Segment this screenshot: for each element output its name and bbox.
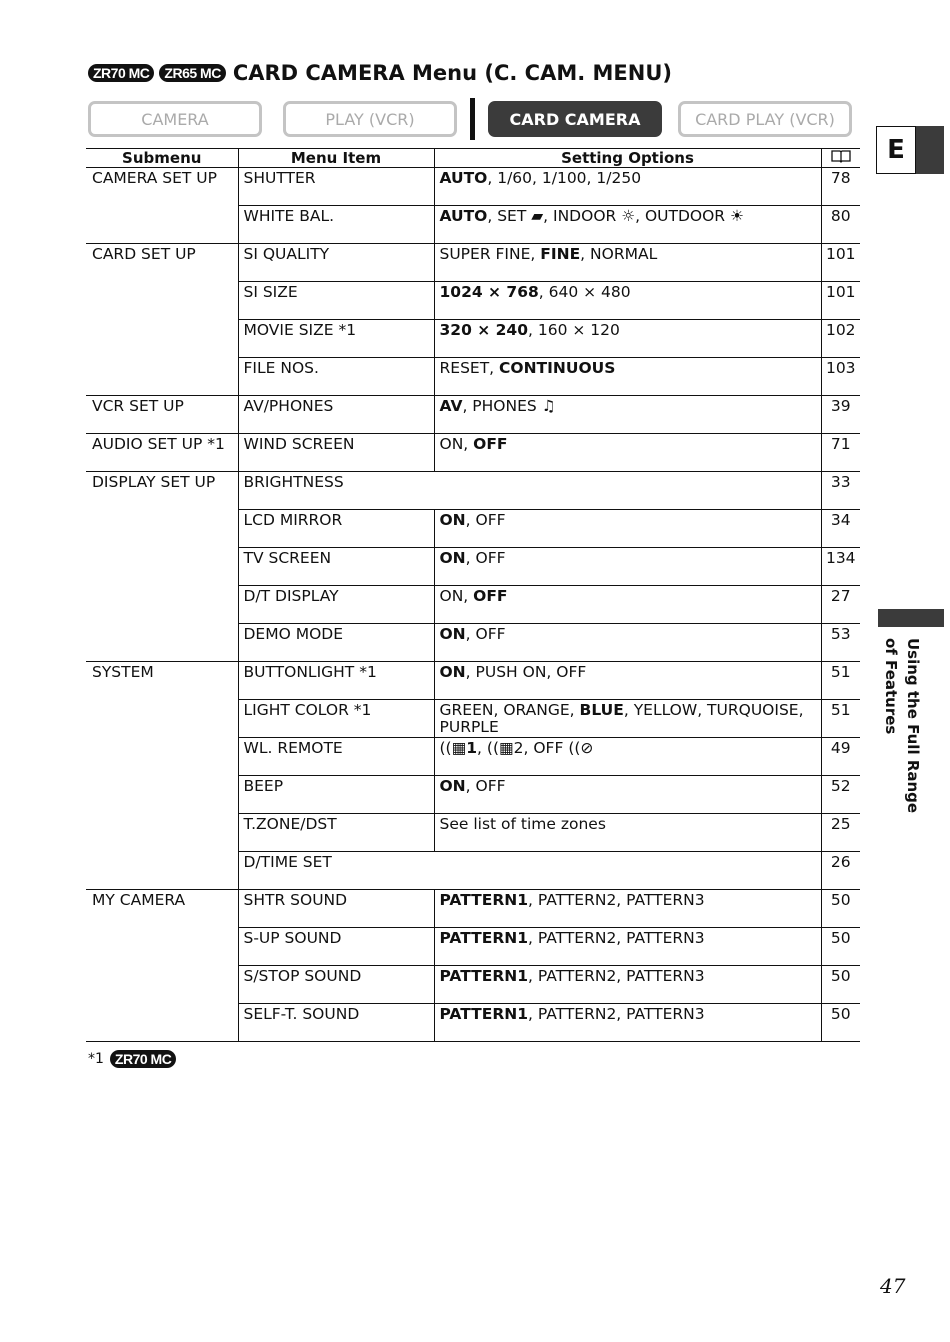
cell-submenu: DISPLAY SET UP [92,473,216,491]
cell-page-ref: 51 [821,700,860,738]
option-default: AV [439,397,463,415]
cell-menu-item: SI QUALITY [238,244,434,282]
cell-menu-item: D/TIME SET [238,852,434,890]
mode-tab-camera: CAMERA [88,101,262,137]
cell-menu-item: SHTR SOUND [238,890,434,928]
option-text: ((▦ [439,739,467,757]
option-text: , PATTERN2, PATTERN3 [528,891,705,909]
option-text: , 160 × 120 [528,321,620,339]
table-row [86,890,860,928]
col-header-menu-item: Menu Item [238,149,434,168]
cell-page-ref: 34 [821,510,860,548]
option-text: , YELLOW, TURQUOISE, PURPLE [439,701,804,736]
table-row [86,472,860,510]
cell-setting-options [434,358,821,396]
cell-submenu: CAMERA SET UP [92,169,217,187]
cell-setting-options [434,548,821,586]
col-header-submenu: Submenu [86,149,238,168]
cell-page-ref: 80 [821,206,860,244]
cell-setting-options [434,890,821,928]
option-text: , SET ▰, INDOOR ☼, OUTDOOR ☀ [487,207,744,225]
cell-page-ref: 103 [821,358,860,396]
cell-submenu [86,814,238,852]
cell-setting-options [434,928,821,966]
cell-submenu [86,586,238,624]
option-default: 1 [466,739,478,757]
option-text: SUPER FINE, [439,245,541,263]
option-default: PATTERN1 [439,891,529,909]
option-text: , OFF [465,549,506,567]
option-text: , PATTERN2, PATTERN3 [528,967,705,985]
cell-menu-item: BUTTONLIGHT *1 [238,662,434,700]
page-header [88,58,672,88]
cell-page-ref: 39 [821,396,860,434]
option-text: , PUSH ON, OFF [465,663,587,681]
cell-submenu [86,320,238,358]
cell-submenu [86,624,238,662]
option-default: ON [439,511,466,529]
table-row [86,586,860,624]
cell-submenu: CARD SET UP [92,245,196,263]
section-tab-band [878,609,944,627]
footnote [88,1050,181,1068]
page-number: 47 [880,1274,906,1298]
cell-menu-item: BEEP [238,776,434,814]
table-row [86,168,860,206]
book-icon [830,149,852,163]
option-text: , 1/60, 1/100, 1/250 [487,169,642,187]
cell-setting-options [434,738,821,776]
table-row [86,510,860,548]
cell-page-ref: 101 [821,244,860,282]
cell-menu-item: S/STOP SOUND [238,966,434,1004]
cell-setting-options [434,624,821,662]
cell-page-ref: 50 [821,966,860,1004]
section-tab-label [880,638,924,818]
option-default: AUTO [439,207,488,225]
cell-submenu [86,1004,238,1042]
cell-page-ref: 71 [821,434,860,472]
cell-menu-item: LCD MIRROR [238,510,434,548]
cell-page-ref: 33 [821,472,860,510]
cell-page-ref: 51 [821,662,860,700]
cell-submenu: MY CAMERA [92,891,186,909]
cell-setting-options [434,434,821,472]
cell-setting-options [434,510,821,548]
table-row [86,1004,860,1042]
cell-setting-options [434,168,821,206]
cell-setting-options [434,662,821,700]
cell-menu-item: WIND SCREEN [238,434,434,472]
cell-menu-item: T.ZONE/DST [238,814,434,852]
cell-page-ref: 101 [821,282,860,320]
cell-page-ref: 52 [821,776,860,814]
cell-submenu: SYSTEM [92,663,154,681]
cell-setting-options [434,396,821,434]
cell-page-ref: 25 [821,814,860,852]
cell-setting-options [434,586,821,624]
mode-tab-card-play-vcr: CARD PLAY (VCR) [678,101,852,137]
cell-setting-options [434,966,821,1004]
cell-menu-item: SI SIZE [238,282,434,320]
cell-page-ref: 26 [821,852,860,890]
cell-setting-options [434,472,821,510]
option-text: , NORMAL [580,245,658,263]
option-default: ON [439,663,466,681]
cell-menu-item: BRIGHTNESS [238,472,434,510]
option-default: OFF [473,587,508,605]
option-text: RESET, [439,359,500,377]
cell-submenu [86,510,238,548]
page-title: CARD CAMERA Menu (C. CAM. MENU) [232,61,672,85]
table-row [86,282,860,320]
table-row [86,852,860,890]
option-text: ON, [439,587,474,605]
cell-page-ref: 27 [821,586,860,624]
option-text: , OFF [465,511,506,529]
option-text: , OFF [465,625,506,643]
mode-tab-card-camera: CARD CAMERA [488,101,662,137]
cell-page-ref: 50 [821,890,860,928]
table-row [86,814,860,852]
option-default: PATTERN1 [439,1005,529,1023]
option-text: See list of time zones [439,815,606,833]
cell-submenu [86,776,238,814]
option-text: , ((▦2, OFF ((⊘ [477,739,594,757]
cell-submenu [86,206,238,244]
option-default: AUTO [439,169,488,187]
cell-page-ref: 49 [821,738,860,776]
cell-submenu [86,700,238,738]
cell-submenu: AUDIO SET UP *1 [86,434,238,472]
option-default: CONTINUOUS [499,359,616,377]
cell-submenu [86,966,238,1004]
cell-page-ref: 50 [821,928,860,966]
cell-menu-item: SELF-T. SOUND [238,1004,434,1042]
option-text: , PATTERN2, PATTERN3 [528,929,705,947]
table-row [86,206,860,244]
cell-setting-options [434,206,821,244]
cell-setting-options [434,852,821,890]
mode-tab-play-vcr: PLAY (VCR) [283,101,457,137]
footnote-mark: *1 [88,1051,104,1067]
option-text: , 640 × 480 [538,283,631,301]
cell-setting-options [434,814,821,852]
option-default: 320 × 240 [439,321,528,339]
cell-menu-item: AV/PHONES [238,396,434,434]
option-text: , OFF [465,777,506,795]
menu-table [86,148,860,1042]
cell-menu-item: LIGHT COLOR *1 [238,700,434,738]
option-default: ON [439,625,466,643]
cell-submenu [86,358,238,396]
option-default: ON [439,549,466,567]
table-row [86,358,860,396]
cell-menu-item: TV SCREEN [238,548,434,586]
table-row [86,700,860,738]
cell-menu-item: WL. REMOTE [238,738,434,776]
cell-setting-options [434,244,821,282]
language-letter: E [876,126,916,174]
cell-setting-options [434,1004,821,1042]
table-row [86,396,860,434]
option-default: ON [439,777,466,795]
cell-menu-item: WHITE BAL. [238,206,434,244]
footnote-badge: ZR70 MC [110,1050,176,1068]
option-default: PATTERN1 [439,967,529,985]
cell-page-ref: 102 [821,320,860,358]
cell-menu-item: FILE NOS. [238,358,434,396]
cell-menu-item: MOVIE SIZE *1 [238,320,434,358]
option-text: ON, [439,435,474,453]
table-row [86,548,860,586]
col-header-page [821,149,860,168]
cell-menu-item: SHUTTER [238,168,434,206]
option-default: PATTERN1 [439,929,529,947]
cell-setting-options [434,700,821,738]
cell-menu-item: S-UP SOUND [238,928,434,966]
cell-setting-options [434,282,821,320]
cell-submenu [86,928,238,966]
table-row [86,776,860,814]
mode-tab-divider [470,98,475,140]
language-tab [876,126,944,174]
cell-page-ref: 134 [821,548,860,586]
cell-page-ref: 50 [821,1004,860,1042]
option-text: , PATTERN2, PATTERN3 [528,1005,705,1023]
cell-submenu: VCR SET UP [86,396,238,434]
option-text: GREEN, ORANGE, [439,701,580,719]
cell-submenu [86,282,238,320]
table-row [86,244,860,282]
col-header-setting-options: Setting Options [434,149,821,168]
cell-page-ref: 78 [821,168,860,206]
section-tab-line-2: of Features [882,638,900,735]
cell-page-ref: 53 [821,624,860,662]
section-tab-line-1: Using the Full Range [904,638,922,814]
cell-submenu [86,738,238,776]
table-row [86,966,860,1004]
table-row [86,624,860,662]
cell-menu-item: D/T DISPLAY [238,586,434,624]
table-row [86,320,860,358]
option-default: BLUE [579,701,624,719]
language-tab-bar [916,126,944,174]
table-row [86,738,860,776]
option-default: FINE [540,245,581,263]
cell-menu-item: DEMO MODE [238,624,434,662]
table-row [86,434,860,472]
cell-setting-options [434,776,821,814]
cell-submenu [86,852,238,890]
cell-setting-options [434,320,821,358]
cell-submenu [86,548,238,586]
table-row [86,928,860,966]
model-badge-zr70: ZR70 MC [88,64,154,82]
option-default: OFF [473,435,508,453]
model-badge-zr65: ZR65 MC [159,64,225,82]
option-text: , PHONES ♫ [462,397,556,415]
option-default: 1024 × 768 [439,283,539,301]
table-row [86,662,860,700]
table-header-row [86,149,860,168]
